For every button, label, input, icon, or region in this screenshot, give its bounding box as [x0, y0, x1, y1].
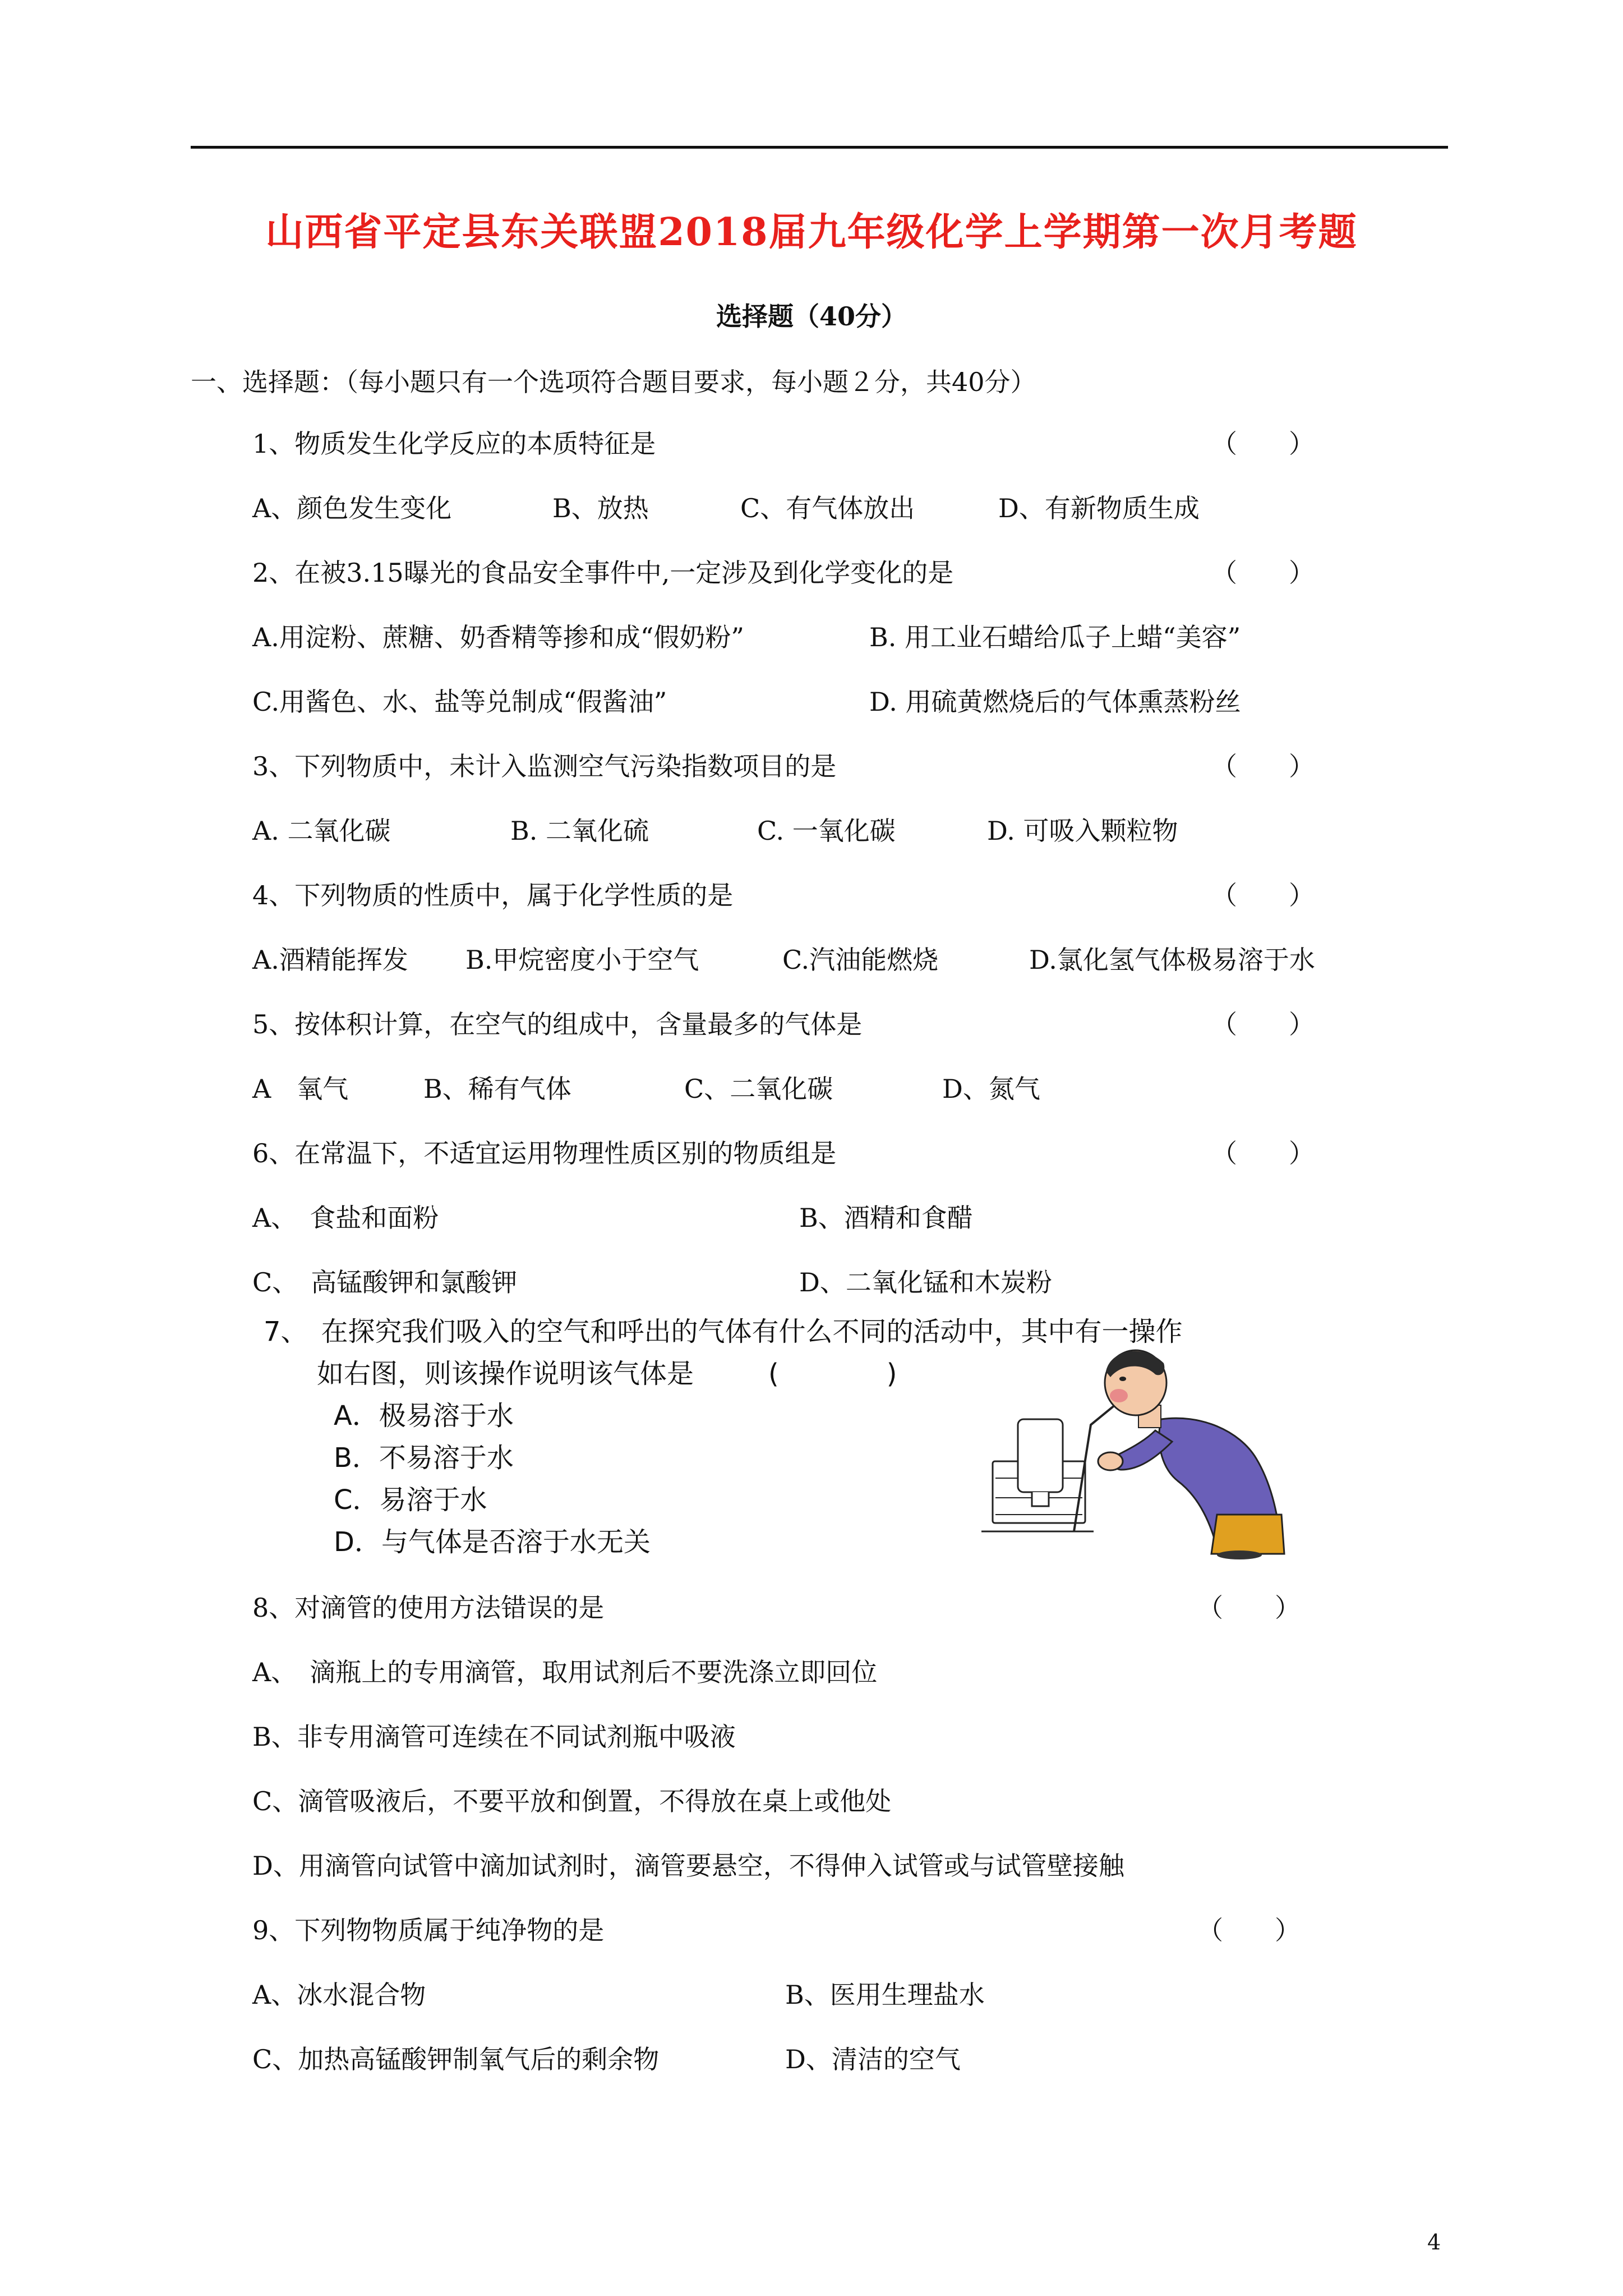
- q4-option-c: C.汽油能燃烧: [782, 945, 939, 975]
- q7-option-c: C．易溶于水: [334, 1484, 487, 1516]
- q3-option-c: C. 一氧化碳: [757, 816, 896, 846]
- answer-blank-1[interactable]: （ ）: [1211, 429, 1315, 459]
- q2-option-d: D. 用硫黄燃烧后的气体熏蒸粉丝: [869, 687, 1241, 717]
- q8-option-c: C、滴管吸液后，不要平放和倒置，不得放在桌上或他处: [252, 1786, 892, 1816]
- question-7-stem-line1: 7、 在探究我们吸入的空气和呼出的气体有什么不同的活动中，其中有一操作: [264, 1316, 1183, 1347]
- q9-option-b: B、医用生理盐水: [785, 1980, 985, 2010]
- q2-option-c: C.用酱色、水、盐等兑制成“假酱油”: [252, 687, 667, 717]
- q3-option-b: B. 二氧化硫: [510, 816, 649, 846]
- q3-option-a: A. 二氧化碳: [252, 816, 391, 846]
- question-2-stem: 2、在被3.15曝光的食品安全事件中,一定涉及到化学变化的是: [252, 558, 954, 588]
- q5-option-d: D、氮气: [942, 1074, 1040, 1104]
- q7-option-b: B．不易溶于水: [334, 1442, 514, 1474]
- q3-option-d: D. 可吸入颗粒物: [987, 816, 1178, 846]
- answer-blank-5[interactable]: （ ）: [1211, 1009, 1315, 1039]
- q2-option-a: A.用淀粉、蔗糖、奶香精等掺和成“假奶粉”: [252, 622, 744, 652]
- question-8-stem: 8、对滴管的使用方法错误的是: [252, 1593, 605, 1623]
- q8-option-b: B、非专用滴管可连续在不同试剂瓶中吸液: [252, 1722, 736, 1752]
- question-9-stem: 9、下列物物质属于纯净物的是: [252, 1915, 605, 1945]
- q6-option-b: B、酒精和食醋: [799, 1203, 973, 1233]
- question-7-stem-line2: 如右图，则该操作说明该气体是: [317, 1358, 694, 1389]
- q1-option-b: B、放热: [552, 493, 649, 523]
- q6-option-a: A、 食盐和面粉: [252, 1203, 439, 1233]
- q9-option-d: D、清洁的空气: [785, 2044, 961, 2074]
- answer-blank-9[interactable]: （ ）: [1197, 1915, 1301, 1945]
- header-rule: [191, 146, 1448, 149]
- page-number: 4: [1427, 2230, 1441, 2254]
- question-1-stem: 1、物质发生化学反应的本质特征是: [252, 429, 656, 459]
- q1-option-d: D、有新物质生成: [998, 493, 1200, 523]
- experiment-illustration: [976, 1346, 1301, 1559]
- question-5-stem: 5、按体积计算，在空气的组成中，含量最多的气体是: [252, 1009, 863, 1039]
- q7-option-d: D．与气体是否溶于水无关: [334, 1526, 651, 1558]
- q5-option-b: B、稀有气体: [423, 1074, 571, 1104]
- q8-option-a: A、 滴瓶上的专用滴管，取用试剂后不要洗涤立即回位: [252, 1657, 878, 1687]
- q1-option-c: C、有气体放出: [740, 493, 915, 523]
- q5-option-c: C、二氧化碳: [684, 1074, 833, 1104]
- question-6-stem: 6、在常温下，不适宜运用物理性质区别的物质组是: [252, 1138, 837, 1168]
- q4-option-a: A.酒精能挥发: [252, 945, 408, 975]
- q1-option-a: A、颜色发生变化: [252, 493, 452, 523]
- answer-blank-7[interactable]: ( ): [768, 1358, 897, 1389]
- q8-option-d: D、用滴管向试管中滴加试剂时，滴管要悬空，不得伸入试管或与试管壁接触: [252, 1851, 1124, 1881]
- answer-blank-4[interactable]: （ ）: [1211, 880, 1315, 910]
- gas-collecting-bottle: [1018, 1419, 1063, 1506]
- q9-option-a: A、冰水混合物: [252, 1980, 426, 2010]
- q7-option-a: A．极易溶于水: [334, 1400, 514, 1432]
- section-instructions: 一、选择题：（每小题只有一个选项符合题目要求，每小题２分，共40分）: [191, 367, 1036, 397]
- person-figure: [1098, 1350, 1284, 1559]
- q6-option-c: C、 高锰酸钾和氯酸钾: [252, 1267, 518, 1297]
- question-3-stem: 3、下列物质中，未计入监测空气污染指数项目的是: [252, 751, 837, 781]
- answer-blank-2[interactable]: （ ）: [1211, 558, 1315, 588]
- q2-option-b: B. 用工业石蜡给瓜子上蜡“美容”: [869, 622, 1241, 652]
- q5-option-a: A 氧气: [252, 1074, 349, 1104]
- answer-blank-6[interactable]: （ ）: [1211, 1138, 1315, 1168]
- q9-option-c: C、加热高锰酸钾制氧气后的剩余物: [252, 2044, 660, 2074]
- q6-option-d: D、二氧化锰和木炭粉: [799, 1267, 1052, 1297]
- question-4-stem: 4、下列物质的性质中，属于化学性质的是: [252, 880, 734, 910]
- answer-blank-8[interactable]: （ ）: [1197, 1593, 1301, 1623]
- answer-blank-3[interactable]: （ ）: [1211, 751, 1315, 781]
- page-title: 山西省平定县东关联盟2018届九年级化学上学期第一次月考题: [265, 210, 1358, 255]
- q4-option-d: D.氯化氢气体极易溶于水: [1029, 945, 1315, 975]
- q4-option-b: B.甲烷密度小于空气: [465, 945, 699, 975]
- section-subtitle: 选择题（40分）: [716, 301, 907, 332]
